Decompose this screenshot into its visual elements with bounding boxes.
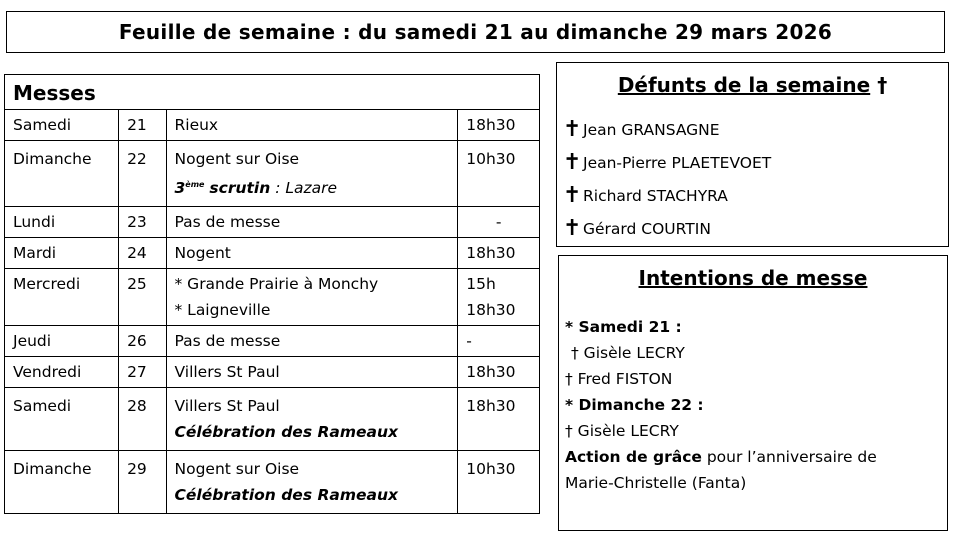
- table-row: [5, 207, 540, 238]
- date-cell: 26: [119, 326, 166, 357]
- day-cell: Jeudi: [5, 326, 119, 357]
- page-title: Feuille de semaine : du samedi 21 au dimanche 29 mars 2026: [6, 11, 945, 53]
- time-cell: 18h30: [458, 357, 540, 388]
- table-row: [5, 141, 540, 207]
- place-cell: Nogent: [166, 238, 458, 269]
- table-row: [5, 357, 540, 388]
- place-text-2: * Laigneville: [174, 301, 271, 320]
- list-item: [557, 212, 948, 245]
- date-cell: 27: [119, 357, 166, 388]
- place-cell: [166, 141, 458, 207]
- dimanche-label: * Dimanche 22 :: [565, 396, 704, 414]
- date-cell: 21: [119, 110, 166, 141]
- messes-table: [4, 74, 540, 514]
- place-cell: [166, 451, 458, 514]
- list-item: Marie-Christelle (Fanta): [565, 474, 747, 492]
- day-cell: Vendredi: [5, 357, 119, 388]
- list-item: † Fred FISTON: [565, 370, 673, 388]
- defunt-name: Gérard COURTIN: [583, 219, 711, 238]
- cross-icon: ✝: [563, 216, 582, 241]
- time-cell: -: [458, 207, 540, 238]
- time-cell: 10h30: [458, 141, 540, 207]
- scrutin-word: scrutin: [209, 179, 271, 198]
- time-cell: 18h30: [458, 110, 540, 141]
- day-cell: Mardi: [5, 238, 119, 269]
- time-cell: [458, 269, 540, 326]
- place-text: * Grande Prairie à Monchy: [174, 275, 379, 294]
- place-cell: Pas de messe: [166, 326, 458, 357]
- samedi-label: * Samedi 21 :: [565, 318, 682, 336]
- table-row: [5, 269, 540, 326]
- defunts-list: [557, 113, 948, 245]
- scrutin-note: [175, 172, 450, 201]
- cross-icon: ✝: [563, 150, 582, 175]
- defunts-panel: [556, 62, 949, 247]
- cross-icon: ✝: [563, 183, 582, 208]
- scrutin-ord: 3: [174, 179, 186, 198]
- intentions-title-text: Intentions de messe: [638, 266, 868, 290]
- defunt-name: Richard STACHYRA: [583, 186, 728, 205]
- cross-icon: ✝: [563, 117, 582, 142]
- place-text: Nogent sur Oise: [174, 150, 300, 168]
- table-row: [5, 238, 540, 269]
- date-cell: 25: [119, 269, 166, 326]
- day-cell: Dimanche: [5, 141, 119, 207]
- place-text: Nogent sur Oise: [174, 460, 300, 479]
- cross-icon: †: [877, 73, 888, 97]
- time-cell: -: [458, 326, 540, 357]
- intentions-panel: [558, 255, 948, 531]
- list-item: [565, 444, 947, 470]
- table-row: [5, 451, 540, 514]
- day-cell: Samedi: [5, 388, 119, 451]
- messes-heading: Messes: [5, 75, 540, 110]
- scrutin-name: : Lazare: [275, 179, 338, 198]
- list-item: † Gisèle LECRY: [565, 422, 679, 440]
- table-row: [5, 388, 540, 451]
- place-cell: [166, 269, 458, 326]
- scrutin-sup: ème: [185, 180, 205, 189]
- table-header-row: [5, 75, 540, 110]
- celebration-note: Célébration des Rameaux: [174, 423, 398, 442]
- time-text: 15h: [466, 275, 496, 294]
- intentions-title: [559, 264, 947, 292]
- date-cell: 28: [119, 388, 166, 451]
- defunts-title-text: Défunts de la semaine: [617, 73, 871, 97]
- celebration-note: Célébration des Rameaux: [174, 486, 398, 505]
- defunt-name: Jean GRANSAGNE: [583, 120, 720, 139]
- time-cell: 10h30: [458, 451, 540, 514]
- day-cell: Samedi: [5, 110, 119, 141]
- list-item: [557, 146, 948, 179]
- date-cell: 22: [119, 141, 166, 207]
- place-cell: Villers St Paul: [166, 357, 458, 388]
- place-cell: Rieux: [166, 110, 458, 141]
- defunts-title: [557, 71, 948, 99]
- list-item: [557, 113, 948, 146]
- place-text: Villers St Paul: [174, 397, 280, 416]
- list-item: † Gisèle LECRY: [571, 344, 685, 362]
- list-item: [557, 179, 948, 212]
- date-cell: 24: [119, 238, 166, 269]
- action-bold: Action de grâce: [565, 448, 702, 466]
- day-cell: Lundi: [5, 207, 119, 238]
- day-cell: Mercredi: [5, 269, 119, 326]
- action-rest: pour l’anniversaire de: [701, 448, 877, 466]
- intentions-list: [559, 314, 947, 496]
- table-row: [5, 110, 540, 141]
- defunt-name: Jean-Pierre PLAETEVOET: [583, 153, 772, 172]
- day-cell: Dimanche: [5, 451, 119, 514]
- date-cell: 29: [119, 451, 166, 514]
- time-text-2: 18h30: [466, 301, 516, 320]
- date-cell: 23: [119, 207, 166, 238]
- place-cell: [166, 388, 458, 451]
- time-cell: 18h30: [458, 388, 540, 451]
- time-cell: 18h30: [458, 238, 540, 269]
- table-row: [5, 326, 540, 357]
- place-cell: Pas de messe: [166, 207, 458, 238]
